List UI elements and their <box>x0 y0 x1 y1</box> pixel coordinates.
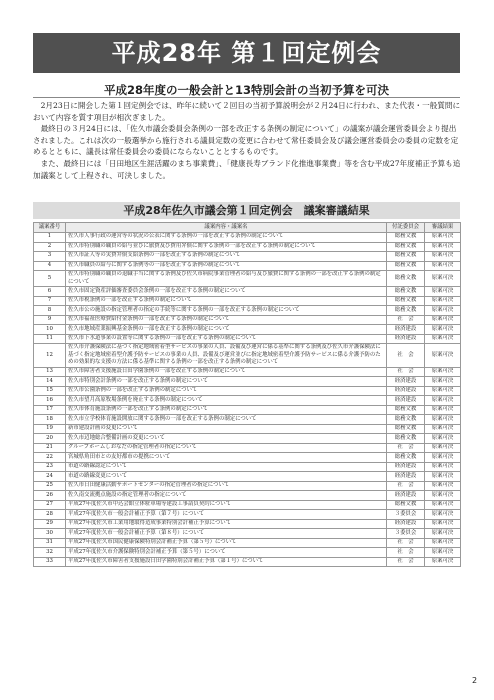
row-title: 平成27年度佐久市障害者支援施設日田学園特別会計補正予算（第１号）について <box>66 557 387 567</box>
row-number: 27 <box>34 500 66 510</box>
row-committee: 経済建設 <box>387 491 425 501</box>
row-number: 4 <box>34 261 66 271</box>
table-row <box>34 306 461 316</box>
table-row <box>34 519 461 529</box>
row-number: 11 <box>34 334 66 344</box>
row-result: 原案可決 <box>425 510 461 520</box>
row-title: 佐久市公園条例の一部を改正する条例の制定について <box>66 386 387 396</box>
row-number: 33 <box>34 557 66 567</box>
row-number: 5 <box>34 271 66 287</box>
row-title: 佐久市介護保険法に基づく指定地域密着型サービスの事業の人員、設備及び運営に係る基準に関する条例及び佐久市介護保険法に基づく指定地域密着型介護予防サービスの事業の人員、設備及び運営並びに指定地域密着型介護予防サービスに係る介護予防のための効果的な支援の方法に係る基準に関する条例の一部を改正する条例の制定について <box>66 344 387 368</box>
row-result: 原案可決 <box>425 538 461 548</box>
table-row <box>34 233 461 243</box>
row-number: 3 <box>34 252 66 262</box>
row-committee: 総務文教 <box>387 296 425 306</box>
table-row <box>34 548 461 558</box>
row-committee: 経済建設 <box>387 334 425 344</box>
row-result: 原案可決 <box>425 242 461 252</box>
table-row <box>34 386 461 396</box>
table-row <box>34 367 461 377</box>
row-result: 原案可決 <box>425 519 461 529</box>
row-number: 21 <box>34 443 66 453</box>
row-result: 原案可決 <box>425 443 461 453</box>
row-title: 佐久市職員の給与に関する条例等の一部を改正する条例の制定について <box>66 261 387 271</box>
row-committee: 総務文教 <box>387 434 425 444</box>
table-row <box>34 510 461 520</box>
row-committee: 経済建設 <box>387 396 425 406</box>
row-title: 佐久市税条例の一部を改正する条例の制定について <box>66 296 387 306</box>
row-committee: 総務文教 <box>387 306 425 316</box>
table-title: 平成28年佐久市議会第１回定例会 議案審議結果 <box>33 202 460 219</box>
row-title: 佐久市福祉医療費給付金条例の一部を改正する条例の制定について <box>66 315 387 325</box>
row-number: 14 <box>34 377 66 387</box>
row-committee: 総務文教 <box>387 261 425 271</box>
row-result: 原案可決 <box>425 306 461 316</box>
row-committee: 総務文教 <box>387 287 425 297</box>
header-result: 審議結果 <box>425 223 461 233</box>
row-result: 原案可決 <box>425 367 461 377</box>
row-title: 佐久市下水道事業の設置等に関する条例の一部を改正する条例の制定について <box>66 334 387 344</box>
row-number: 19 <box>34 424 66 434</box>
row-result: 原案可決 <box>425 396 461 406</box>
header-content: 議案内容・議案名 <box>66 223 387 233</box>
row-committee: 総務文教 <box>387 415 425 425</box>
row-result: 原案可決 <box>425 405 461 415</box>
row-committee: 総務文教 <box>387 405 425 415</box>
header-committee: 付託委員会 <box>387 223 425 233</box>
row-committee: 総務文教 <box>387 453 425 463</box>
row-result: 原案可決 <box>425 424 461 434</box>
row-number: 7 <box>34 296 66 306</box>
row-number: 17 <box>34 405 66 415</box>
row-committee: 総務文教 <box>387 252 425 262</box>
row-title: 佐久市固定資産評価審査委員会条例の一部を改正する条例の制定について <box>66 287 387 297</box>
table-row <box>34 491 461 501</box>
row-committee: 経済建設 <box>387 519 425 529</box>
results-table <box>33 222 461 567</box>
row-committee: 社 会 <box>387 481 425 491</box>
row-number: 32 <box>34 548 66 558</box>
row-number: 10 <box>34 325 66 335</box>
table-row <box>34 261 461 271</box>
table-row <box>34 405 461 415</box>
row-result: 原案可決 <box>425 557 461 567</box>
row-result: 原案可決 <box>425 252 461 262</box>
row-result: 原案可決 <box>425 315 461 325</box>
row-number: 9 <box>34 315 66 325</box>
row-number: 25 <box>34 481 66 491</box>
row-committee: 経済建設 <box>387 472 425 482</box>
row-title: 平成27年度佐久市工業用地取得造成事業特別会計補正予算について <box>66 519 387 529</box>
row-number: 2 <box>34 242 66 252</box>
row-committee: 総務文教 <box>387 500 425 510</box>
row-committee: 社 会 <box>387 367 425 377</box>
row-number: 12 <box>34 344 66 368</box>
row-title: 平成27年度佐久市介護保険特別会計補正予算（第５号）について <box>66 548 387 558</box>
row-committee: 社 会 <box>387 538 425 548</box>
row-title: 平成27年度佐久市国民健康保険特別会計補正予算（第５号）について <box>66 538 387 548</box>
table-row <box>34 472 461 482</box>
page-number: 2 <box>472 676 478 685</box>
row-committee: 経済建設 <box>387 462 425 472</box>
paragraph: 最終日の３月24日には、「佐久市議会委員会条例の一部を改正する条例の制定について」の議案が議会運営委員会より提出されました。これは次の一般選挙から施行される議員定数の変更に合わせて常任委員会及び議会運営委員会の委員の定数を定めるとともに、議長は常任委員会の委員にならないこととするものです。 <box>33 124 459 157</box>
table-row <box>34 287 461 297</box>
page-banner-title: 平成28年 第１回定例会 <box>33 33 460 73</box>
row-title: 佐久市人事行政の運営等の状況の公表に関する条例の一部を改正する条例の制定について <box>66 233 387 243</box>
row-title: 佐久市特別職の職員の給与並びに旅費及び費用弁償に関する条例の一部を改正する条例の制定について <box>66 242 387 252</box>
row-committee: 経済建設 <box>387 325 425 335</box>
row-title: 佐久市望月高原牧場条例を廃止する条例の制定について <box>66 396 387 406</box>
row-committee: 総務文教 <box>387 271 425 287</box>
row-number: 1 <box>34 233 66 243</box>
table-row <box>34 296 461 306</box>
row-committee: 社 会 <box>387 344 425 368</box>
row-title: 佐久市特別会計条例の一部を改正する条例の制定について <box>66 377 387 387</box>
row-committee: ３委員会 <box>387 529 425 539</box>
row-result: 原案可決 <box>425 434 461 444</box>
row-result: 原案可決 <box>425 462 461 472</box>
row-committee: 経済建設 <box>387 386 425 396</box>
row-number: 6 <box>34 287 66 297</box>
row-result: 原案可決 <box>425 453 461 463</box>
row-title: 平成27年度佐久市一般会計補正予算（第８号）について <box>66 529 387 539</box>
row-number: 30 <box>34 529 66 539</box>
row-result: 原案可決 <box>425 271 461 287</box>
table-row <box>34 315 461 325</box>
row-number: 29 <box>34 519 66 529</box>
row-title: 平成27年度佐久市一般会計補正予算（第７号）について <box>66 510 387 520</box>
row-result: 原案可決 <box>425 500 461 510</box>
table-row <box>34 424 461 434</box>
row-number: 15 <box>34 386 66 396</box>
row-result: 原案可決 <box>425 377 461 387</box>
table-row <box>34 434 461 444</box>
row-result: 原案可決 <box>425 548 461 558</box>
row-result: 原案可決 <box>425 344 461 368</box>
table-row <box>34 500 461 510</box>
row-title: 佐久市障害者支援施設日田学園条例の一部を改正する条例の制定について <box>66 367 387 377</box>
row-number: 22 <box>34 453 66 463</box>
table-row <box>34 344 461 368</box>
row-committee: 総務文教 <box>387 233 425 243</box>
row-result: 原案可決 <box>425 472 461 482</box>
row-committee: 経済建設 <box>387 377 425 387</box>
row-number: 23 <box>34 462 66 472</box>
table-row <box>34 443 461 453</box>
row-result: 原案可決 <box>425 325 461 335</box>
table-row <box>34 415 461 425</box>
table-row <box>34 325 461 335</box>
row-committee: 総務文教 <box>387 424 425 434</box>
subheading: 平成28年度の一般会計と13特別会計の当初予算を可決 <box>103 83 389 97</box>
row-result: 原案可決 <box>425 481 461 491</box>
row-number: 16 <box>34 396 66 406</box>
row-title: 平成27年度佐久市中込会館立体駐車場等建設工事請負契約について <box>66 500 387 510</box>
row-committee: 社 会 <box>387 557 425 567</box>
row-title: 佐久市立学校体育施設開放に関する条例の一部を改正する条例の制定について <box>66 415 387 425</box>
paragraph: 2月23日に開会した第１回定例会では、昨年に続いて２回目の当初予算説明会が２月24日に行われ、また代表・一般質問において内容を質す項目が相次ぎました。 <box>33 101 461 122</box>
table-row <box>34 334 461 344</box>
row-committee: 総務文教 <box>387 242 425 252</box>
row-result: 原案可決 <box>425 287 461 297</box>
table-row <box>34 462 461 472</box>
table-row <box>34 453 461 463</box>
table-row <box>34 396 461 406</box>
table-row <box>34 252 461 262</box>
row-title: 新市建設計画の変更について <box>66 424 387 434</box>
row-result: 原案可決 <box>425 334 461 344</box>
row-number: 18 <box>34 415 66 425</box>
row-title: 佐久市日田健康活動サポートセンターの指定管理者の指定について <box>66 481 387 491</box>
row-title: 市道の路線認定について <box>66 462 387 472</box>
row-title: 佐久市辺地総合整備計画の変更について <box>66 434 387 444</box>
row-number: 20 <box>34 434 66 444</box>
row-title: 市道の路線変更について <box>66 472 387 482</box>
row-number: 13 <box>34 367 66 377</box>
row-title: 佐久南交流拠点施設の指定管理者の指定について <box>66 491 387 501</box>
table-row <box>34 481 461 491</box>
row-title: 佐久市地域産業振興基金条例の一部を改正する条例の制定について <box>66 325 387 335</box>
row-title: 宮城県角田市との友好都市の提携について <box>66 453 387 463</box>
row-title: 佐久市公の施設の指定管理者の指定の手続等に関する条例の一部を改正する条例の制定について <box>66 306 387 316</box>
row-result: 原案可決 <box>425 386 461 396</box>
table-row <box>34 557 461 567</box>
row-title: 佐久市証人等の実費弁償支給条例の一部を改正する条例の制定について <box>66 252 387 262</box>
row-title: グループホームしおなだの指定管理者の指定について <box>66 443 387 453</box>
row-number: 26 <box>34 491 66 501</box>
row-result: 原案可決 <box>425 296 461 306</box>
row-number: 28 <box>34 510 66 520</box>
row-number: 8 <box>34 306 66 316</box>
row-committee: 社 会 <box>387 548 425 558</box>
row-title: 佐久市体育施設条例の一部を改正する条例の制定について <box>66 405 387 415</box>
table-row <box>34 242 461 252</box>
row-result: 原案可決 <box>425 233 461 243</box>
row-committee: ３委員会 <box>387 510 425 520</box>
table-row <box>34 377 461 387</box>
row-committee: 社 会 <box>387 315 425 325</box>
row-number: 31 <box>34 538 66 548</box>
subheading-rule <box>33 97 460 98</box>
table-row <box>34 538 461 548</box>
row-title: 佐久市特別職の職員の退職手当に関する条例及び佐久市病院事業管理者の給与及び旅費に関する条例の一部を改正する条例の制定について <box>66 271 387 287</box>
paragraph: また、最終日には「日田地区生涯活躍のまち事業費」、「健康長寿ブランド化推進事業費」等を含む平成27年度補正予算も追加議案として上程され、可決しました。 <box>33 158 461 180</box>
row-result: 原案可決 <box>425 529 461 539</box>
row-number: 24 <box>34 472 66 482</box>
row-committee: 社 会 <box>387 443 425 453</box>
table-row <box>34 271 461 287</box>
table-row <box>34 529 461 539</box>
row-result: 原案可決 <box>425 415 461 425</box>
table-header-row <box>34 223 461 233</box>
article-body <box>33 100 461 181</box>
row-result: 原案可決 <box>425 491 461 501</box>
row-result: 原案可決 <box>425 261 461 271</box>
header-number: 議案番号 <box>34 223 66 233</box>
table-body <box>34 233 461 567</box>
